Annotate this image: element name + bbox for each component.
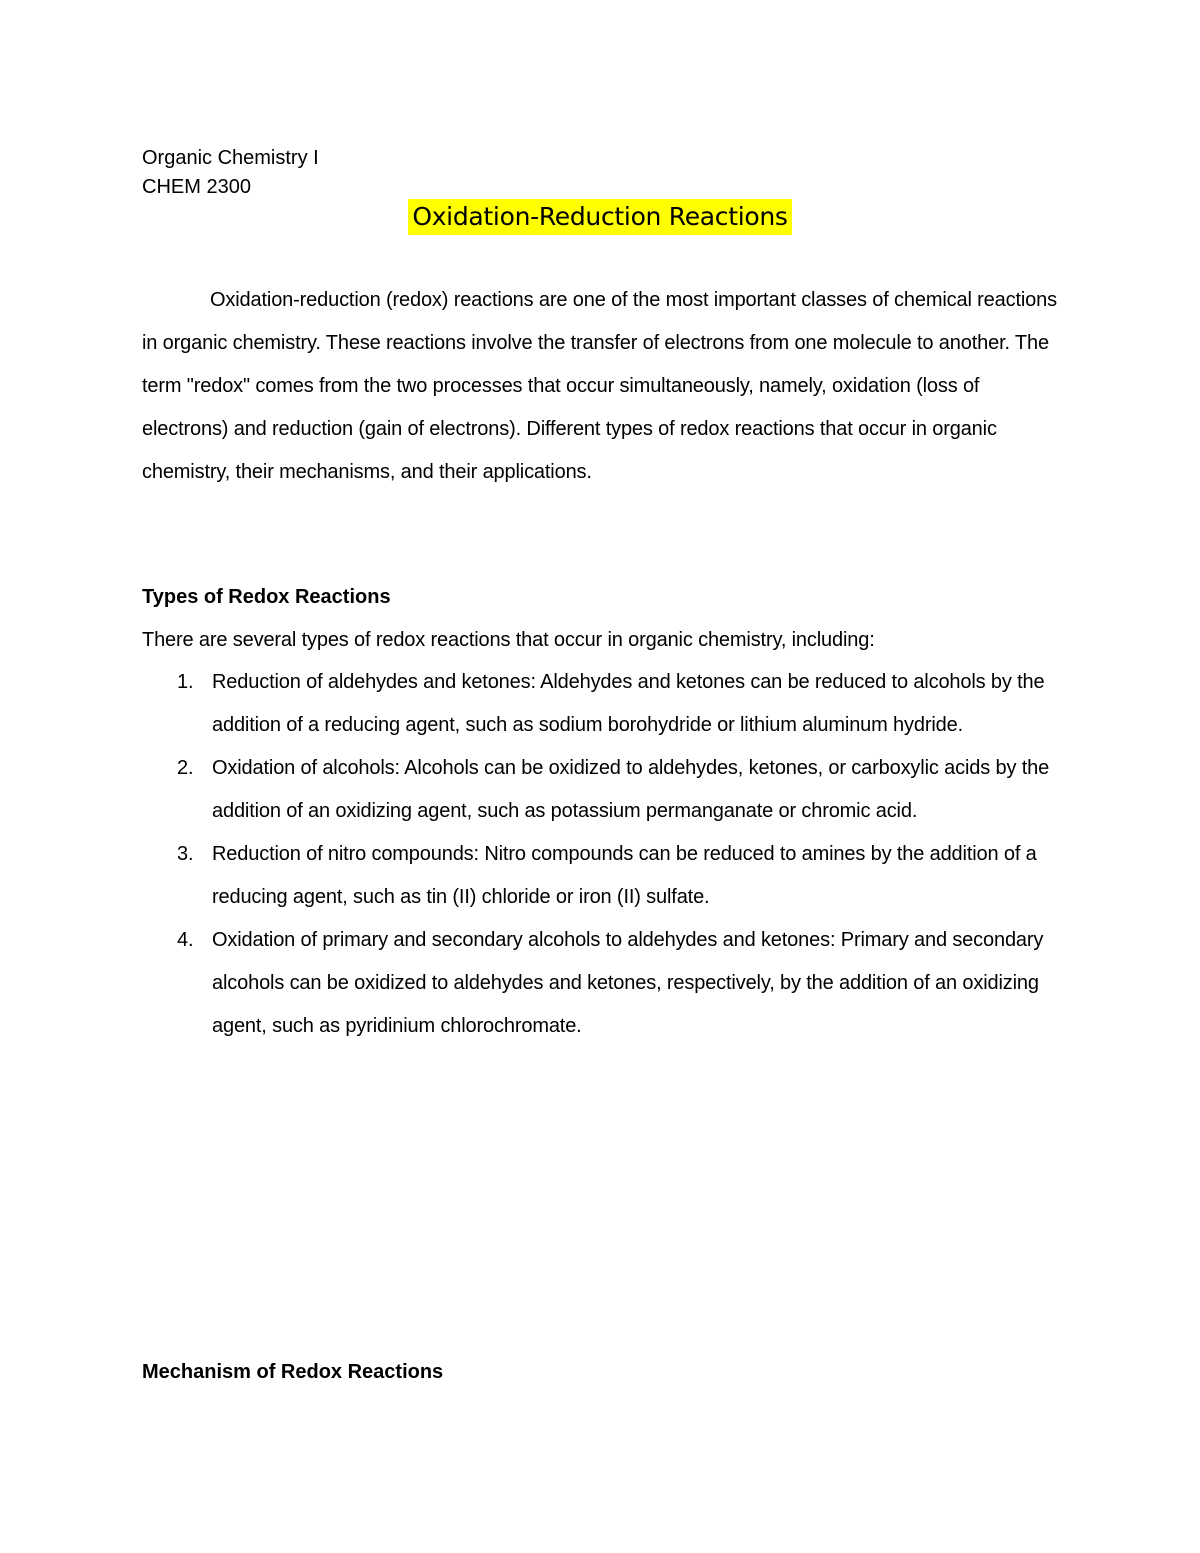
types-lead-sentence: There are several types of redox reactions that occur in organic chemistry, including: [142, 629, 875, 651]
list-item-text: Reduction of nitro compounds: Nitro compounds can be reduced to amines by the addition of a reducing agent, such as tin (II) chloride or iron (II) sulfate. [212, 843, 1037, 908]
list-item-text: Reduction of aldehydes and ketones: Aldehydes and ketones can be reduced to alcohols by the addition of a reducing agent, such as sodium borohydride or lithium aluminum hydride. [212, 671, 1045, 736]
list-item-number: 2. [177, 757, 194, 779]
title-container [0, 199, 1200, 235]
list-item-number: 3. [177, 843, 194, 865]
list-item [142, 661, 1067, 747]
document-title: Oxidation-Reduction Reactions [408, 199, 791, 235]
list-item [142, 747, 1067, 833]
list-item-number: 4. [177, 929, 194, 951]
list-item-text: Oxidation of alcohols: Alcohols can be oxidized to aldehydes, ketones, or carboxylic acids by the addition of an oxidizing agent, such as potassium permanganate or chromic acid. [212, 757, 1050, 822]
list-item-text: Oxidation of primary and secondary alcohols to aldehydes and ketones: Primary and secondary alcohols can be oxidized to aldehydes and ketones, respectively, by the addition of an oxidizing agent, such as pyridinium chlorochromate. [212, 929, 1044, 1037]
list-item-number: 1. [177, 671, 194, 693]
list-item [142, 833, 1067, 919]
mechanism-section-heading: Mechanism of Redox Reactions [142, 1361, 444, 1383]
course-code: CHEM 2300 [142, 176, 251, 198]
types-list [142, 661, 1067, 1048]
intro-paragraph: Oxidation-reduction (redox) reactions are one of the most important classes of chemical reactions in organic chemistry. These reactions involve the transfer of electrons from one molecule to another. The term "redox" comes from the two processes that occur simultaneously, namely, oxidation (loss of electrons) and reduction (gain of electrons). Different types of redox reactions that occur in organic chemistry, their mechanisms, and their applications. [142, 289, 1057, 483]
types-section-heading: Types of Redox Reactions [142, 586, 391, 608]
list-item [142, 919, 1067, 1048]
course-name: Organic Chemistry I [142, 147, 319, 169]
